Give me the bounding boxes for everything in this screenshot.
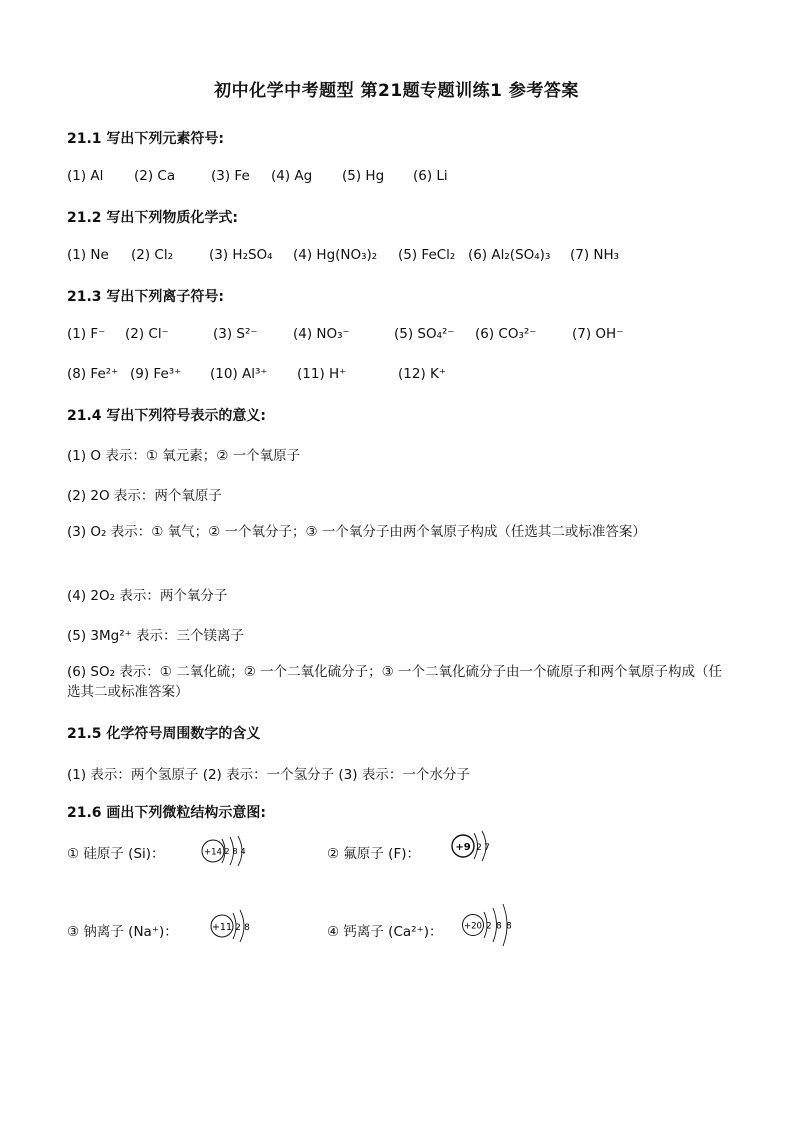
answer-item: (8) Fe²⁺	[67, 366, 119, 382]
answer-item: (7) NH₃	[570, 247, 620, 263]
answer-item: (10) Al³⁺	[210, 366, 268, 382]
answer-item: (5) Hg	[342, 168, 385, 184]
answer-item: (1) F⁻	[67, 326, 106, 342]
answer-item: (6) Al₂(SO₄)₃	[468, 247, 551, 263]
answer-item: (4) NO₃⁻	[293, 326, 350, 342]
section-21-1-heading: 21.1 写出下列元素符号:	[67, 131, 225, 147]
sodium-ion-structure-diagram	[208, 906, 256, 946]
atom-label: ④ 钙离子 (Ca²⁺)：	[327, 924, 443, 940]
page-title: 初中化学中考题型 第21题专题训练1 参考答案	[214, 81, 579, 101]
nucleus-charge: +9	[455, 842, 471, 853]
section-21-5-heading: 21.5 化学符号周围数字的含义	[67, 726, 261, 742]
atom-label: ③ 钠离子 (Na⁺)：	[67, 924, 178, 940]
meaning-line: (3) O₂ 表示：① 氧气；② 一个氧分子；③ 一个氧分子由两个氧原子构成（任选其二或标准答案）	[67, 524, 646, 540]
shell-electron-count: 8	[232, 847, 238, 856]
shell-electron-count: 7	[484, 843, 490, 853]
section-21-4-heading: 21.4 写出下列符号表示的意义:	[67, 408, 267, 424]
nucleus-charge: +14	[204, 847, 222, 858]
answer-item: (2) Cl⁻	[125, 326, 169, 342]
answer-item: (4) Hg(NO₃)₂	[293, 247, 378, 263]
answer-item: (2) Ca	[134, 168, 176, 184]
answer-item: (2) Cl₂	[131, 247, 174, 263]
shell-electron-count: 8	[244, 923, 250, 933]
answer-item: (1) Al	[67, 168, 104, 184]
answer-item: (11) H⁺	[297, 366, 347, 382]
atom-label: ① 硅原子 (Si)：	[67, 846, 165, 862]
answer-item: (9) Fe³⁺	[130, 366, 182, 382]
shell-electron-count: 8	[496, 921, 502, 932]
answer-item: (4) Ag	[271, 168, 313, 184]
shell-electron-count: 4	[240, 847, 246, 856]
shell-electron-count: 2	[235, 923, 241, 933]
answer-item: (7) OH⁻	[572, 326, 624, 342]
shell-electron-count: 8	[506, 921, 512, 932]
answer-item: (6) Li	[413, 168, 448, 184]
meaning-line: (6) SO₂ 表示：① 二氧化硫；② 一个二氧化硫分子；③ 一个二氧化硫分子由一个硫原子和两个氧原子构成（任选其二或标准答案）	[67, 664, 722, 700]
atom-label: ② 氟原子 (F)：	[327, 846, 420, 862]
answer-item: (12) K⁺	[398, 366, 446, 382]
meaning-line: (2) 2O 表示：两个氧原子	[67, 488, 222, 504]
shell-electron-count: 2	[486, 921, 492, 932]
nucleus-charge: +20	[464, 921, 482, 932]
shell-electron-count: 2	[476, 843, 482, 853]
meaning-line: (1) 表示：两个氢原子 (2) 表示：一个氢分子 (3) 表示：一个水分子	[67, 767, 470, 783]
answer-item: (3) H₂SO₄	[209, 247, 273, 263]
answer-item: (5) FeCl₂	[398, 247, 456, 263]
calcium-ion-structure-diagram	[460, 902, 520, 948]
answer-item: (3) S²⁻	[213, 326, 258, 342]
silicon-atom-structure-diagram	[200, 834, 250, 868]
meaning-line: (4) 2O₂ 表示：两个氧分子	[67, 588, 228, 604]
answer-item: (5) SO₄²⁻	[394, 326, 455, 342]
answer-item: (3) Fe	[211, 168, 250, 184]
shell-electron-count: 2	[224, 847, 230, 856]
answer-item: (1) Ne	[67, 247, 109, 263]
answer-item: (6) CO₃²⁻	[475, 326, 537, 342]
section-21-3-heading: 21.3 写出下列离子符号:	[67, 289, 225, 305]
section-21-2-heading: 21.2 写出下列物质化学式:	[67, 210, 239, 226]
nucleus-charge: +11	[211, 922, 233, 933]
fluorine-atom-structure-diagram	[449, 828, 495, 864]
meaning-line: (1) O 表示：① 氧元素；② 一个氧原子	[67, 448, 301, 464]
meaning-line: (5) 3Mg²⁺ 表示：三个镁离子	[67, 628, 245, 644]
section-21-6-heading: 21.6 画出下列微粒结构示意图:	[67, 805, 267, 821]
